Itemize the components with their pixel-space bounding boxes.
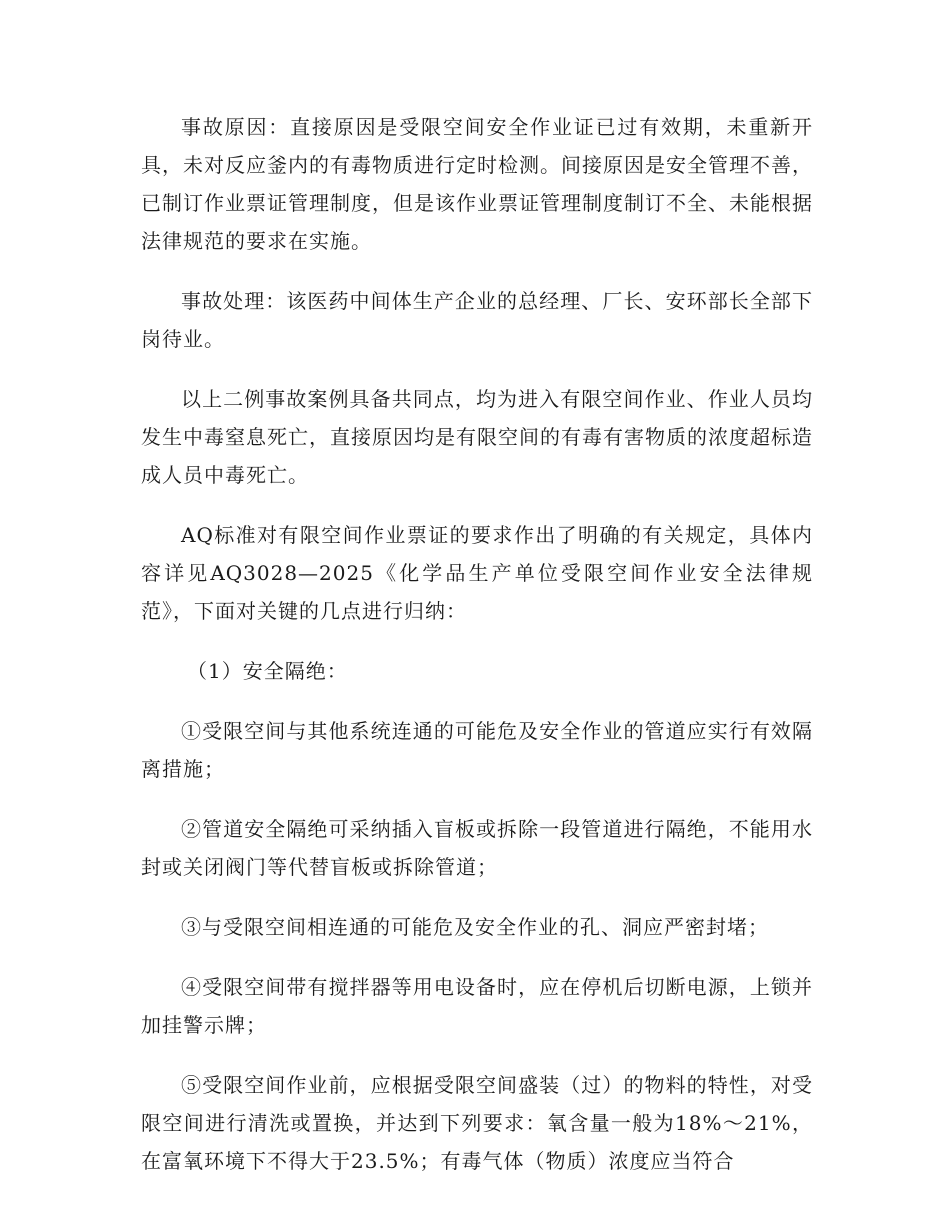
paragraph-aq-standard: AQ标准对有限空间作业票证的要求作出了明确的有关规定，具体内容详见AQ3028—2025《化学品生产单位受限空间作业安全法律规范》，下面对关键的几点进行归纳： (141, 523, 813, 623)
paragraph-item-4: ④受限空间带有搅拌器等用电设备时，应在停机后切断电源，上锁并加挂警示牌； (141, 975, 813, 1037)
paragraph-item-1: ①受限空间与其他系统连通的可能危及安全作业的管道应实行有效隔离措施； (141, 719, 813, 781)
paragraph-accident-cause: 事故原因：直接原因是受限空间安全作业证已过有效期，未重新开具，未对反应釜内的有毒物质进行定时检测。间接原因是安全管理不善，已制订作业票证管理制度，但是该作业票证管理制度制订不全、未能根据法律规范的要求在实施。 (141, 115, 813, 253)
paragraph-section-heading: （1）安全隔绝： (187, 659, 348, 683)
paragraph-item-2: ②管道安全隔绝可采纳插入盲板或拆除一段管道进行隔绝，不能用水封或关闭阀门等代替盲板或拆除管道； (141, 817, 813, 879)
paragraph-accident-handling: 事故处理：该医药中间体生产企业的总经理、厂长、安环部长全部下岗待业。 (141, 289, 813, 351)
paragraph-item-3: ③与受限空间相连通的可能危及安全作业的孔、洞应严密封堵； (181, 915, 769, 939)
paragraph-item-5: ⑤受限空间作业前，应根据受限空间盛装（过）的物料的特性，对受限空间进行清洗或置换，并达到下列要求：氧含量一般为18%～21%，在富氧环境下不得大于23.5%；有毒气体（物质）浓度应当符合 (141, 1073, 813, 1173)
document-body (141, 108, 813, 1202)
paragraph-common-points: 以上二例事故案例具备共同点，均为进入有限空间作业、作业人员均发生中毒窒息死亡，直接原因均是有限空间的有毒有害物质的浓度超标造成人员中毒死亡。 (141, 387, 813, 487)
